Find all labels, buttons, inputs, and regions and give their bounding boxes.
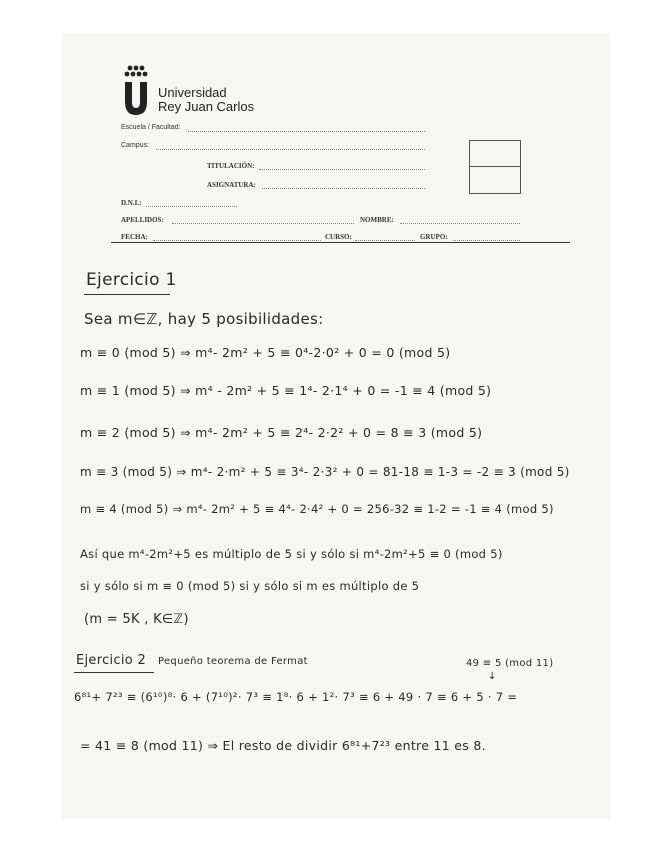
- case-mod0: m ≡ 0 (mod 5) ⇒ m⁴- 2m² + 5 ≡ 0⁴-2·0² + 0 = 0 (mod 5): [80, 345, 451, 360]
- escuela-line: [188, 131, 425, 132]
- ejercicio1-underline: [84, 294, 170, 295]
- nombre-line: [400, 223, 520, 224]
- ejercicio2-line1: 6⁸¹+ 7²³ ≡ (6¹⁰)⁸· 6 + (7¹⁰)²· 7³ ≡ 1⁸· 6 + 1²· 7³ ≡ 6 + 49 · 7 ≡ 6 + 5 · 7 =: [74, 690, 518, 704]
- case-mod1: m ≡ 1 (mod 5) ⇒ m⁴ - 2m² + 5 ≡ 1⁴- 2·1⁴ + 0 = -1 ≡ 4 (mod 5): [80, 383, 492, 398]
- asignatura-label: ASIGNATURA:: [207, 181, 256, 189]
- campus-line: [156, 149, 425, 150]
- curso-line: [355, 240, 415, 241]
- university-line1: Universidad: [158, 85, 227, 100]
- conclusion-line2: si y sólo si m ≡ 0 (mod 5) si y sólo si m es múltiplo de 5: [80, 579, 420, 593]
- campus-label: Campus:: [121, 142, 150, 149]
- fecha-line: [153, 240, 321, 241]
- case-mod3: m ≡ 3 (mod 5) ⇒ m⁴- 2·m² + 5 ≡ 3⁴- 2·3² + 0 = 81-18 ≡ 1-3 = -2 ≡ 3 (mod 5): [80, 465, 570, 479]
- dni-label: D.N.I.:: [121, 199, 142, 207]
- ejercicio2-title: Ejercicio 2: [76, 653, 147, 668]
- case-mod4: m ≡ 4 (mod 5) ⇒ m⁴- 2m² + 5 ≡ 4⁴- 2·4² + 0 = 256-32 ≡ 1-2 = -1 ≡ 4 (mod 5): [80, 502, 554, 516]
- university-name: [158, 86, 254, 114]
- fecha-label: FECHA:: [121, 233, 148, 241]
- apellidos-label: APELLIDOS:: [121, 216, 164, 224]
- titulacion-label: TITULACIÓN:: [207, 162, 255, 170]
- university-line2: Rey Juan Carlos: [158, 99, 255, 114]
- ejercicio1-intro: Sea m∈ℤ, hay 5 posibilidades:: [84, 310, 324, 328]
- university-logo: [121, 64, 151, 116]
- grupo-line: [453, 240, 520, 241]
- asignatura-line: [262, 188, 425, 189]
- curso-label: CURSO:: [325, 233, 352, 241]
- ejercicio2-line2: = 41 ≡ 8 (mod 11) ⇒ El resto de dividir 6⁸¹+7²³ entre 11 es 8.: [80, 738, 486, 753]
- grade-box-bottom: [469, 166, 521, 194]
- header-rule: [111, 242, 570, 243]
- nombre-label: NOMBRE:: [360, 216, 394, 224]
- conclusion-line1: Así que m⁴-2m²+5 es múltiplo de 5 si y sólo si m⁴-2m²+5 ≡ 0 (mod 5): [80, 547, 503, 561]
- ejercicio2-underline: [74, 672, 154, 673]
- ejercicio1-title: Ejercicio 1: [86, 270, 177, 290]
- escuela-label: Escuela / Facultad:: [121, 124, 181, 131]
- grade-box-top: [469, 140, 521, 167]
- side-note-arrow: ↓: [488, 671, 497, 682]
- apellidos-line: [172, 223, 354, 224]
- conclusion-line3: (m = 5K , K∈ℤ): [84, 612, 189, 627]
- dni-line: [146, 206, 237, 207]
- case-mod2: m ≡ 2 (mod 5) ⇒ m⁴- 2m² + 5 ≡ 2⁴- 2·2² + 0 = 8 ≡ 3 (mod 5): [80, 425, 483, 440]
- titulacion-line: [259, 169, 425, 170]
- fermat-note: Pequeño teorema de Fermat: [158, 656, 308, 667]
- grupo-label: GRUPO:: [420, 233, 448, 241]
- side-note: 49 ≡ 5 (mod 11): [466, 658, 554, 669]
